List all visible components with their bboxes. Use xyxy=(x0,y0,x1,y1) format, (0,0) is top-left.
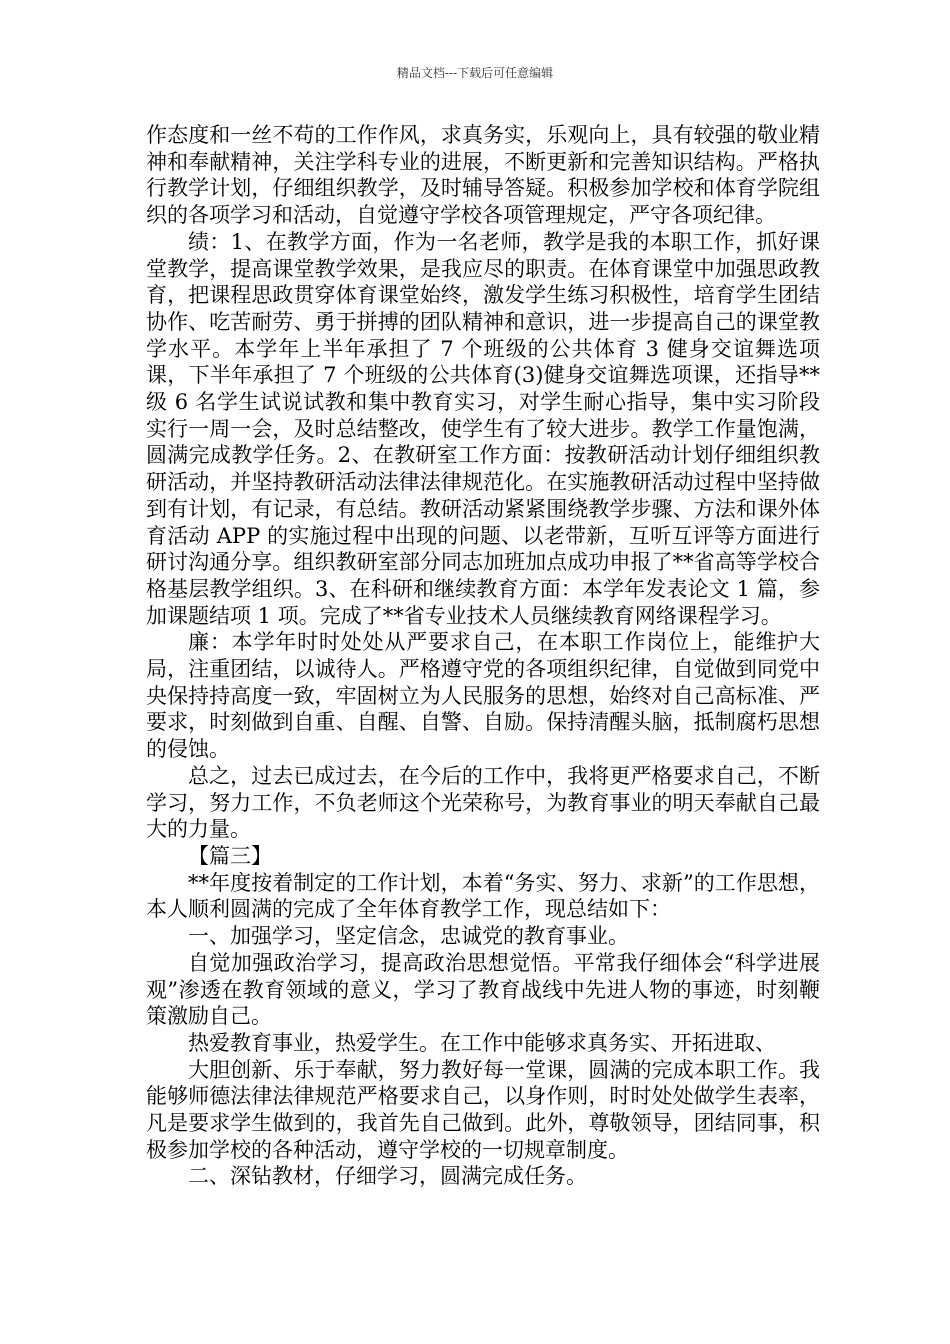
document-body xyxy=(146,122,820,1190)
subheading-textbooks: 二、深钻教材，仔细学习，圆满完成任务。 xyxy=(188,1164,587,1189)
paragraph-intro: **年度按着制定的工作计划，本着“务实、努力、求新”的工作思想，本人顺利圆满的完成了全年体育教学工作，现总结如下： xyxy=(146,870,820,922)
paragraph-achievements: 绩：1、在教学方面，作为一名老师，教学是我的本职工作，抓好课堂教学，提高课堂教学效果，是我应尽的职责。在体育课堂中加强思政教育，把课程思政贯穿体育课堂始终，激发学生练习积极性，培育学生团结协作、吃苦耐劳、勇于拼搏的团队精神和意识，进一步提高自己的课堂教学水平。本学年上半年承担了 7 个班级的公共体育 3 健身交谊舞选项课，下半年承担了 7 个班级的公共体育(3)健身交谊舞选项课，还指导**级 6 名学生试说试教和集中教育实习，对学生耐心指导，集中实习阶段实行一周一会，及时总结整改，使学生有了较大进步。教学工作量饱满，圆满完成教学任务。2、在教研室工作方面：按教研活动计划仔细组织教研活动，并坚持教研活动法律法律规范化。在实施教研活动过程中坚持做到有计划，有记录，有总结。教研活动紧紧围绕教学步骤、方法和课外体育活动 APP 的实施过程中出现的问题、以老带新，互听互评等方面进行研讨沟通分享。组织教研室部分同志加班加点成功申报了**省高等学校合格基层教学组织。3、在科研和继续教育方面：本学年发表论文 1 篇，参加课题结项 1 项。完成了**省专业技术人员继续教育网络课程学习。 xyxy=(146,229,820,628)
subheading-study: 一、加强学习，坚定信念，忠诚党的教育事业。 xyxy=(188,924,629,949)
paragraph-political-study: 自觉加强政治学习，提高政治思想觉悟。平常我仔细体会“科学进展观”渗透在教育领域的意义，学习了教育战线中先进人物的事迹，时刻鞭策激励自己。 xyxy=(146,950,820,1029)
paragraph-conclusion: 总之，过去已成过去，在今后的工作中，我将更严格要求自己，不断学习，努力工作，不负老师这个光荣称号，为教育事业的明天奉献自己最大的力量。 xyxy=(146,763,820,842)
paragraph-innovation: 大胆创新、乐于奉献，努力教好每一堂课，圆满的完成本职工作。我能够师德法律法律规范严格要求自己，以身作则，时时处处做学生表率，凡是要求学生做到的，我首先自己做到。此外，尊敬领导，团结同事，积极参加学校的各种活动，遵守学校的一切规章制度。 xyxy=(146,1057,820,1162)
page-header-note: 精品文档---下载后可任意编辑 xyxy=(396,66,554,80)
section-heading: 【篇三】 xyxy=(188,843,272,868)
paragraph-continuation: 作态度和一丝不苟的工作作风，求真务实，乐观向上，具有较强的敬业精神和奉献精神，关注学科专业的进展，不断更新和完善知识结构。严格执行教学计划，仔细组织教学，及时辅导答疑。积极参加学校和体育学院组织的各项学习和活动，自觉遵守学校各项管理规定，严守各项纪律。 xyxy=(146,123,820,228)
paragraph-integrity: 廉：本学年时时处处从严要求自己，在本职工作岗位上，能维护大局，注重团结，以诚待人。严格遵守党的各项组织纪律，自觉做到同党中央保持持高度一致，牢固树立为人民服务的思想，始终对自己高标准、严要求，时刻做到自重、自醒、自警、自励。保持清醒头脑，抵制腐朽思想的侵蚀。 xyxy=(146,630,820,762)
paragraph-love-education: 热爱教育事业，热爱学生。在工作中能够求真务实、开拓进取、 xyxy=(188,1030,776,1055)
